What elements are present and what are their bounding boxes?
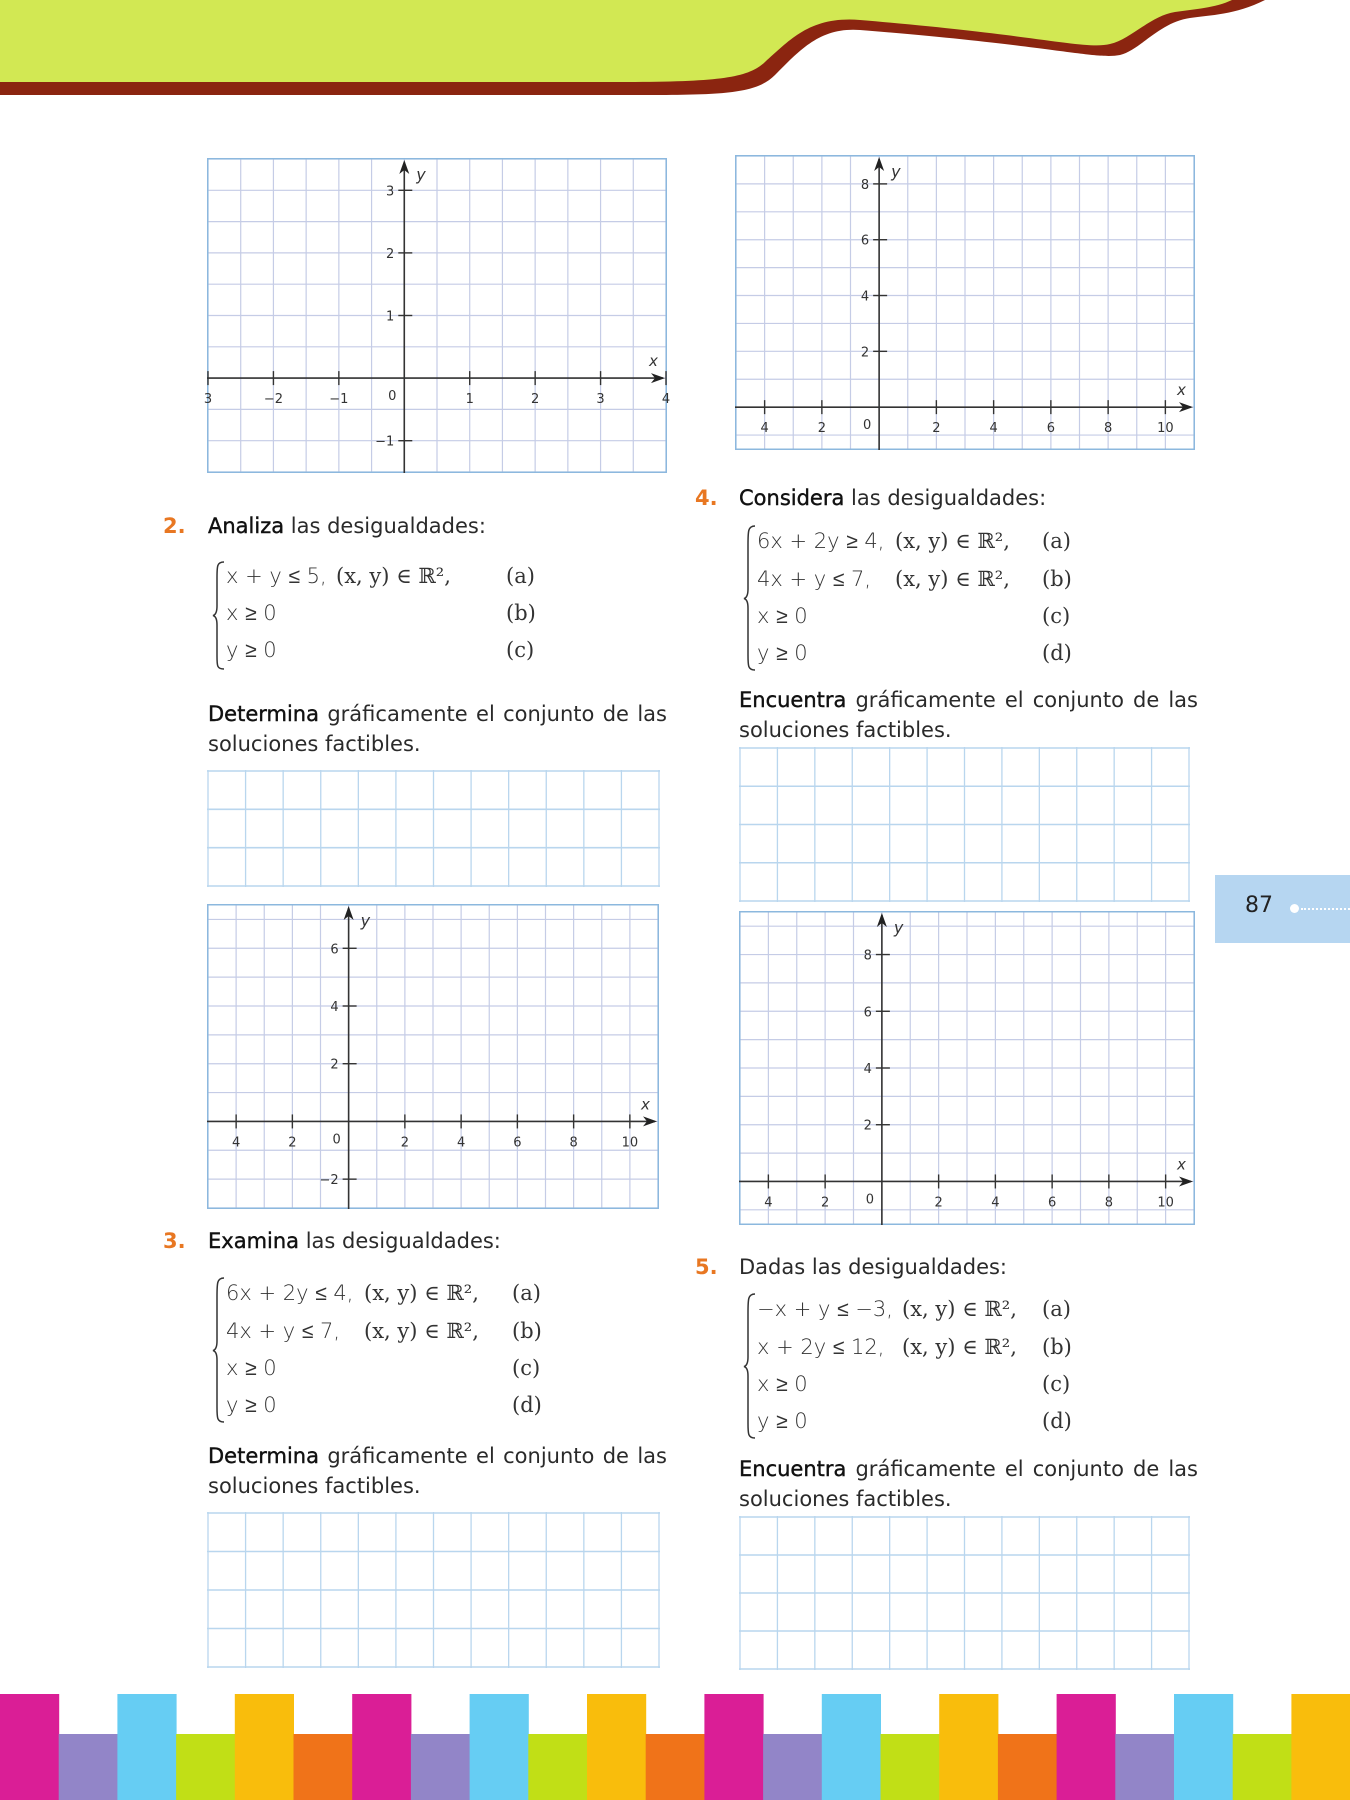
dotted-line: [1301, 908, 1350, 910]
origin-label: 0: [862, 418, 872, 434]
inequality-domain: (x, y) ∈ ℝ²,: [895, 529, 1010, 553]
x-tick-label: 10: [621, 1135, 639, 1151]
footer-stripe: [352, 1694, 411, 1800]
inequality-domain: (x, y) ∈ ℝ²,: [336, 564, 451, 588]
x-axis-label: x: [1177, 381, 1186, 400]
instruction-verb: Determina: [208, 702, 319, 726]
footer-stripe: [117, 1694, 176, 1800]
coordinate-graph-top-left[interactable]: [203, 158, 671, 473]
inequality-domain: (x, y) ∈ ℝ²,: [364, 1319, 479, 1343]
footer-stripe: [470, 1694, 529, 1800]
origin-label: 0: [865, 1192, 875, 1208]
origin-label: 0: [388, 389, 397, 405]
left-brace-icon: [212, 558, 226, 673]
x-axis-label: x: [641, 1095, 650, 1114]
footer-stripe: [881, 1734, 940, 1800]
inequality-label: (d): [1042, 1409, 1072, 1433]
inequality-expression: 6x + 2y ≥ 4,: [757, 529, 885, 553]
y-axis-label: y: [893, 918, 904, 937]
inequality-system: [743, 523, 1103, 673]
y-tick-label: −1: [375, 434, 395, 450]
footer-color-stripes: [0, 1694, 1350, 1800]
inequality-expression: 6x + 2y ≤ 4,: [226, 1281, 354, 1305]
inequality-system: [743, 1291, 1103, 1441]
footer-stripe: [0, 1694, 59, 1800]
exercise-title: [739, 1255, 1007, 1279]
y-tick-label: −2: [319, 1173, 339, 1189]
footer-stripe: [59, 1734, 118, 1800]
footer-stripe: [1291, 1694, 1350, 1800]
x-tick-label: −2: [263, 392, 284, 408]
inequality-expression: x + y ≤ 5,: [226, 564, 327, 588]
inequality-expression: y ≥ 0: [757, 641, 808, 665]
y-tick-label: 8: [863, 948, 872, 964]
inequality-label: (b): [1042, 1335, 1072, 1359]
inequality-label: (a): [1042, 1297, 1071, 1321]
exercise-instruction: [208, 1441, 667, 1501]
y-tick-label: 4: [330, 1000, 339, 1015]
inequality-label: (b): [512, 1319, 542, 1343]
footer-stripe: [822, 1694, 881, 1800]
left-brace-icon: [743, 523, 757, 673]
exercise-title: [208, 514, 486, 538]
footer-stripe: [587, 1694, 646, 1800]
inequality-label: (a): [512, 1281, 541, 1305]
x-tick-label: 8: [1103, 421, 1113, 437]
exercise-title: [739, 486, 1046, 510]
answer-grid-ex2[interactable]: [207, 770, 660, 887]
page-number: 87: [1245, 893, 1273, 918]
exercise-number: 5.: [695, 1255, 718, 1279]
inequality-expression: 4x + y ≤ 7,: [226, 1319, 341, 1343]
x-tick-label: 10: [1157, 1195, 1174, 1211]
page-number-tab: [1215, 875, 1350, 943]
dot-icon: [1290, 904, 1299, 913]
y-tick-label: 3: [386, 184, 395, 200]
inequality-expression: x ≥ 0: [226, 1356, 277, 1380]
y-tick-label: 4: [863, 1062, 872, 1077]
exercise-number: 3.: [163, 1229, 186, 1253]
inequality-label: (a): [506, 564, 535, 588]
inequality-expression: y ≥ 0: [226, 1393, 277, 1417]
inequality-expression: 4x + y ≤ 7,: [757, 567, 872, 591]
exercise-verb: Considera: [739, 486, 845, 510]
x-tick-label: 6: [1047, 1195, 1057, 1211]
coordinate-graph-top-right[interactable]: [735, 155, 1195, 450]
exercise-number: 4.: [695, 486, 718, 510]
inequality-label: (c): [1042, 1372, 1071, 1396]
instruction-verb: Determina: [208, 1444, 319, 1468]
exercise-title-rest: las desigualdades:: [284, 514, 486, 538]
x-tick-label: 8: [1104, 1195, 1114, 1211]
inequality-label: (d): [512, 1393, 542, 1417]
x-tick-label: 1: [465, 392, 474, 408]
instruction-rest: gráficamente el conjunto de las soluciones factibles.: [208, 702, 667, 756]
coordinate-graph-middle-right[interactable]: [739, 911, 1195, 1225]
header-banner: [0, 0, 1350, 100]
inequality-system: [212, 558, 572, 673]
footer-stripe: [763, 1734, 822, 1800]
footer-stripe: [1115, 1734, 1174, 1800]
inequality-domain: (x, y) ∈ ℝ²,: [364, 1281, 479, 1305]
inequality-expression: x ≥ 0: [757, 604, 808, 628]
inequality-domain: (x, y) ∈ ℝ²,: [895, 567, 1010, 591]
exercise-verb: Analiza: [208, 514, 285, 538]
inequality-expression: y ≥ 0: [757, 1409, 808, 1433]
instruction-verb: Encuentra: [739, 1457, 847, 1481]
inequality-label: (c): [506, 638, 535, 662]
inequality-expression: x + 2y ≤ 12,: [757, 1335, 885, 1359]
inequality-domain: (x, y) ∈ ℝ²,: [902, 1335, 1017, 1359]
y-tick-label: 2: [860, 345, 870, 361]
y-axis-label: y: [360, 911, 371, 930]
y-tick-label: 4: [860, 289, 870, 305]
y-axis-label: y: [416, 165, 426, 184]
x-tick-label: 10: [1157, 421, 1174, 437]
inequality-expression: x ≥ 0: [757, 1372, 808, 1396]
y-tick-label: 6: [860, 233, 870, 249]
inequality-label: (c): [512, 1356, 541, 1380]
x-tick-label: 6: [1046, 421, 1056, 437]
y-tick-label: 1: [386, 309, 395, 325]
inequality-expression: x ≥ 0: [226, 601, 277, 625]
inequality-label: (a): [1042, 529, 1071, 553]
inequality-label: (b): [506, 601, 536, 625]
exercise-title: [208, 1229, 501, 1253]
footer-stripe: [1057, 1694, 1116, 1800]
footer-stripe: [1233, 1734, 1292, 1800]
left-brace-icon: [743, 1291, 757, 1441]
x-tick-label: 4: [764, 1195, 773, 1211]
exercise-title-rest: las desigualdades:: [844, 486, 1047, 510]
footer-stripe: [1174, 1694, 1233, 1800]
exercise-instruction: [739, 685, 1198, 745]
inequality-system: [212, 1275, 572, 1425]
exercise-number: 2.: [163, 514, 186, 538]
y-tick-label: 8: [860, 177, 870, 193]
y-tick-label: 2: [330, 1057, 339, 1073]
footer-stripe: [939, 1694, 998, 1800]
x-tick-label: 2: [400, 1135, 410, 1151]
x-tick-label: 8: [569, 1135, 578, 1151]
x-tick-label: 2: [820, 1195, 830, 1211]
footer-stripe: [294, 1734, 353, 1800]
x-tick-label: 4: [991, 1195, 1000, 1211]
instruction-rest: gráficamente el conjunto de las soluciones factibles.: [739, 1457, 1198, 1511]
left-brace-icon: [212, 1275, 226, 1425]
footer-stripe: [411, 1734, 470, 1800]
answer-grid-ex3[interactable]: [207, 1512, 660, 1668]
footer-stripe: [176, 1734, 235, 1800]
x-tick-label: 4: [760, 421, 769, 437]
y-tick-label: 6: [330, 942, 339, 958]
y-tick-label: 2: [386, 246, 395, 262]
origin-label: 0: [332, 1132, 341, 1148]
x-tick-label: 2: [288, 1135, 297, 1151]
x-tick-label: −1: [329, 392, 349, 408]
answer-grid-ex5[interactable]: [739, 1516, 1190, 1670]
x-tick-label: 2: [531, 392, 540, 408]
inequality-label: (d): [1042, 641, 1072, 665]
inequality-expression: y ≥ 0: [226, 638, 277, 662]
x-tick-label: 4: [661, 392, 671, 408]
x-tick-label: 3: [203, 392, 213, 408]
footer-stripe: [235, 1694, 294, 1800]
coordinate-graph-middle-left[interactable]: [207, 904, 659, 1209]
inequality-expression: −x + y ≤ −3,: [757, 1297, 893, 1321]
footer-stripe: [998, 1734, 1057, 1800]
y-axis-label: y: [891, 162, 901, 181]
inequality-domain: (x, y) ∈ ℝ²,: [902, 1297, 1017, 1321]
inequality-label: (b): [1042, 567, 1072, 591]
x-axis-label: x: [1177, 1155, 1186, 1174]
exercise-title-rest: las desigualdades:: [299, 1229, 501, 1253]
footer-stripe: [704, 1694, 763, 1800]
exercise-instruction: [739, 1454, 1198, 1514]
x-tick-label: 6: [513, 1135, 522, 1151]
x-tick-label: 4: [231, 1135, 241, 1151]
x-tick-label: 4: [989, 421, 998, 437]
instruction-rest: gráficamente el conjunto de las soluciones factibles.: [208, 1444, 667, 1498]
instruction-rest: gráficamente el conjunto de las soluciones factibles.: [739, 688, 1198, 742]
x-tick-label: 2: [934, 1195, 943, 1211]
exercise-verb: Examina: [208, 1229, 300, 1253]
y-tick-label: 2: [863, 1118, 872, 1134]
x-axis-label: x: [649, 352, 658, 371]
answer-grid-ex4[interactable]: [739, 747, 1190, 902]
inequality-label: (c): [1042, 604, 1071, 628]
instruction-verb: Encuentra: [739, 688, 847, 712]
footer-stripe: [646, 1734, 705, 1800]
x-tick-label: 3: [596, 392, 605, 408]
x-tick-label: 2: [932, 421, 941, 437]
exercise-instruction: [208, 699, 667, 759]
exercise-title-rest: Dadas las desigualdades:: [739, 1255, 1008, 1279]
footer-stripe: [528, 1734, 587, 1800]
x-tick-label: 2: [817, 421, 827, 437]
y-tick-label: 6: [863, 1005, 872, 1021]
x-tick-label: 4: [456, 1135, 466, 1151]
